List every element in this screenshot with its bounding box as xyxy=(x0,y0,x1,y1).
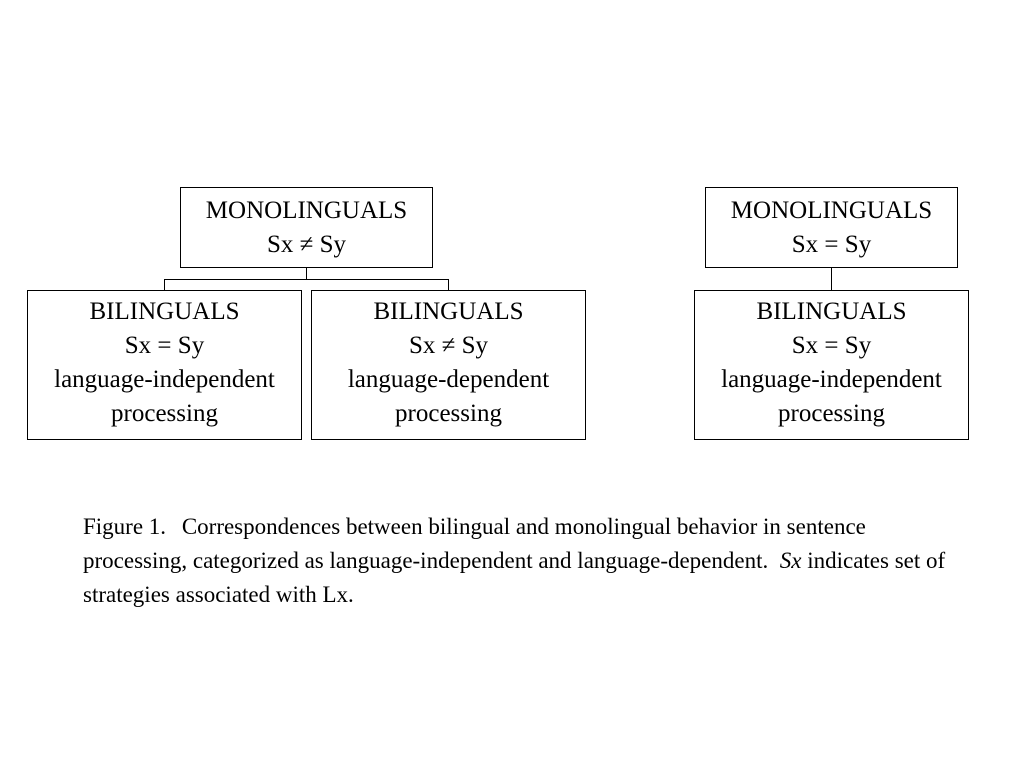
caption-symbol: Sx xyxy=(779,548,802,573)
processing-type: language-dependent xyxy=(347,366,550,393)
bilinguals-relation: Sx ≠ Sy xyxy=(408,332,489,359)
bilinguals-relation: Sx = Sy xyxy=(124,332,205,359)
left-root-box xyxy=(180,187,433,268)
left-root-title: MONOLINGUALS xyxy=(205,197,408,224)
processing-word: processing xyxy=(111,400,218,427)
left-child-independent-box xyxy=(27,290,302,440)
bilinguals-title: BILINGUALS xyxy=(756,298,907,325)
processing-type: language-independent xyxy=(721,366,942,393)
bilinguals-title: BILINGUALS xyxy=(89,298,240,325)
right-root-relation: Sx = Sy xyxy=(791,231,872,258)
right-tree-connector xyxy=(831,268,832,290)
processing-type: language-independent xyxy=(54,366,275,393)
bilinguals-relation: Sx = Sy xyxy=(791,332,872,359)
left-child-dependent-box xyxy=(311,290,586,440)
bilinguals-title: BILINGUALS xyxy=(373,298,524,325)
right-child-box xyxy=(694,290,969,440)
processing-word: processing xyxy=(778,400,885,427)
right-root-title: MONOLINGUALS xyxy=(730,197,933,224)
caption-text-after: indicates set of strategies associated with Lx. xyxy=(83,548,946,607)
caption-text-before: Correspondences between bilingual and monolingual behavior in sentence processing, categorized as language-independent and language-dependent. xyxy=(83,514,866,573)
left-tree-connector-left-drop xyxy=(164,279,165,290)
left-tree-connector-stem xyxy=(306,268,307,279)
left-tree-connector-bar xyxy=(164,279,449,280)
figure-caption xyxy=(83,510,953,612)
left-root-relation: Sx ≠ Sy xyxy=(266,231,347,258)
left-tree-connector-right-drop xyxy=(448,279,449,290)
right-root-box xyxy=(705,187,958,268)
processing-word: processing xyxy=(395,400,502,427)
caption-label: Figure 1. xyxy=(83,514,167,539)
